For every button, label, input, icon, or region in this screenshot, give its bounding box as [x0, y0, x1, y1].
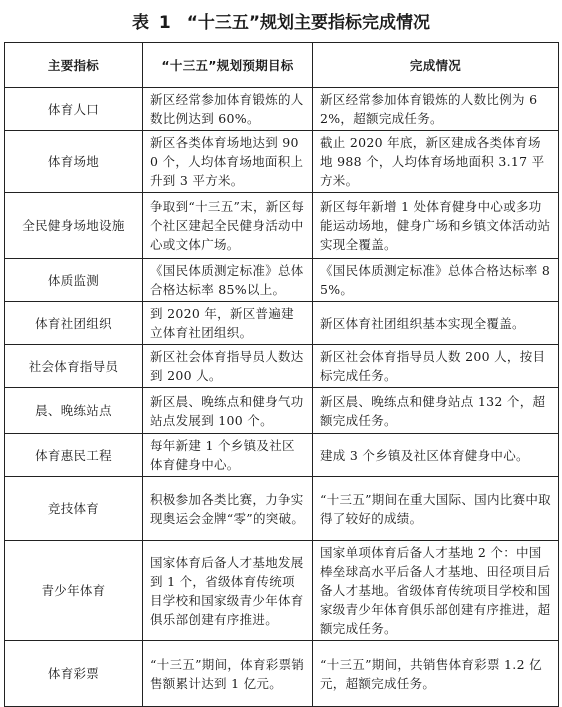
- indicator-cell: 体育人口: [5, 88, 143, 131]
- target-cell: “十三五”期间，体育彩票销售额累计达到 1 亿元。: [143, 641, 313, 707]
- table-header-row: [5, 43, 559, 88]
- target-cell: 积极参加各类比赛，力争实现奥运会金牌“零”的突破。: [143, 477, 313, 541]
- indicator-cell: 晨、晚练站点: [5, 388, 143, 434]
- header-indicator: 主要指标: [5, 43, 143, 88]
- target-cell: 《国民体质测定标准》总体合格达标率 85%以上。: [143, 259, 313, 302]
- indicator-cell: 社会体育指导员: [5, 345, 143, 388]
- table-caption: “十三五”规划主要指标完成情况: [186, 12, 431, 33]
- table-row: [5, 131, 559, 193]
- table-row: [5, 641, 559, 707]
- table-row: [5, 434, 559, 477]
- table-number: 表 1: [131, 12, 173, 33]
- table-row: [5, 477, 559, 541]
- target-cell: 新区各类体育场地达到 900 个，人均体育场地面积上升到 3 平方米。: [143, 131, 313, 193]
- table-row: [5, 302, 559, 345]
- target-cell: 新区经常参加体育锻炼的人数比例达到 60%。: [143, 88, 313, 131]
- indicator-cell: 体质监测: [5, 259, 143, 302]
- table-row: [5, 88, 559, 131]
- result-cell: 新区经常参加体育锻炼的人数比例为 62%，超额完成任务。: [313, 88, 559, 131]
- indicator-cell: 体育彩票: [5, 641, 143, 707]
- indicators-table: [4, 42, 559, 707]
- indicator-cell: 体育惠民工程: [5, 434, 143, 477]
- indicator-cell: 青少年体育: [5, 541, 143, 641]
- result-cell: 新区每年新增 1 处体育健身中心或多功能运动场地，健身广场和乡镇文体活动站实现全覆盖。: [313, 193, 559, 259]
- target-cell: 每年新建 1 个乡镇及社区体育健身中心。: [143, 434, 313, 477]
- target-cell: 新区晨、晚练点和健身气功站点发展到 100 个。: [143, 388, 313, 434]
- table-row: [5, 345, 559, 388]
- table-row: [5, 193, 559, 259]
- indicator-cell: 体育社团组织: [5, 302, 143, 345]
- result-cell: “十三五”期间在重大国际、国内比赛中取得了较好的成绩。: [313, 477, 559, 541]
- target-cell: 争取到“十三五”末，新区每个社区建起全民健身活动中心或文体广场。: [143, 193, 313, 259]
- result-cell: 新区晨、晚练点和健身站点 132 个，超额完成任务。: [313, 388, 559, 434]
- result-cell: 新区体育社团组织基本实现全覆盖。: [313, 302, 559, 345]
- target-cell: 到 2020 年，新区普遍建立体育社团组织。: [143, 302, 313, 345]
- header-result: 完成情况: [313, 43, 559, 88]
- table-title: [0, 0, 562, 40]
- table-row: [5, 541, 559, 641]
- result-cell: “十三五”期间，共销售体育彩票 1.2 亿元，超额完成任务。: [313, 641, 559, 707]
- target-cell: 新区社会体育指导员人数达到 200 人。: [143, 345, 313, 388]
- table-row: [5, 259, 559, 302]
- result-cell: 国家单项体育后备人才基地 2 个：中国棒垒球高水平后备人才基地、田径项目后备人才基地。省级体育传统项目学校和国家级青少年体育俱乐部创建有序推进，超额完成任务。: [313, 541, 559, 641]
- result-cell: 《国民体质测定标准》总体合格达标率 85%。: [313, 259, 559, 302]
- result-cell: 建成 3 个乡镇及社区体育健身中心。: [313, 434, 559, 477]
- target-cell: 国家体育后备人才基地发展到 1 个，省级体育传统项目学校和国家级青少年体育俱乐部创建有序推进。: [143, 541, 313, 641]
- table-row: [5, 388, 559, 434]
- result-cell: 新区社会体育指导员人数 200 人，按目标完成任务。: [313, 345, 559, 388]
- indicator-cell: 体育场地: [5, 131, 143, 193]
- indicator-cell: 竞技体育: [5, 477, 143, 541]
- header-target: “十三五”规划预期目标: [143, 43, 313, 88]
- result-cell: 截止 2020 年底，新区建成各类体育场地 988 个，人均体育场地面积 3.17 平方米。: [313, 131, 559, 193]
- indicator-cell: 全民健身场地设施: [5, 193, 143, 259]
